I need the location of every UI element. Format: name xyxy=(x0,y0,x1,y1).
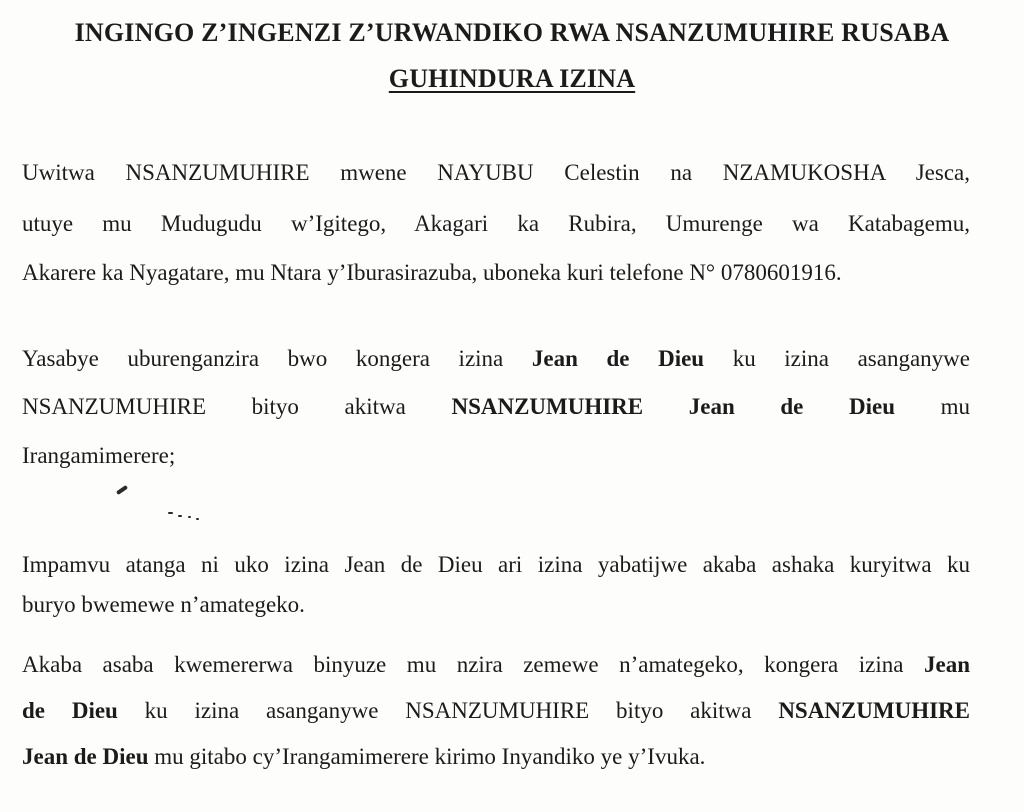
p4-l3-text: mu gitabo cy’Irangamimerere kirimo Inyandiko ye y’Ivuka. xyxy=(148,744,706,769)
document-title-underlined: GUHINDURA IZINA xyxy=(388,64,636,93)
paragraph1-line3: Akarere ka Nyagatare, mu Ntara y’Iburasirazuba, uboneka kuri telefone N° 0780601916. xyxy=(22,260,842,285)
paragraph4-line2 xyxy=(22,698,970,724)
p2-l1-text: Yasabye uburenganzira bwo kongera izina xyxy=(22,346,532,371)
paragraph2-line2 xyxy=(22,394,970,420)
p4-l1-text: Akaba asaba kwemererwa binyuze mu nzira zemewe n’amategeko, kongera izina xyxy=(22,652,924,677)
paragraph2-line1 xyxy=(22,346,970,372)
document-title-line1: INGINGO Z’INGENZI Z’URWANDIKO RWA NSANZUMUHIRE RUSABA xyxy=(74,18,950,47)
paragraph1-line2: utuye mu Mudugudu w’Igitego, Akagari ka Rubira, Umurenge wa Katabagemu, xyxy=(22,211,970,236)
scan-mark xyxy=(178,515,182,517)
document-title-line2 xyxy=(0,64,1024,94)
scan-mark xyxy=(168,512,173,514)
paragraph3-line2: buryo bwemewe n’amategeko. xyxy=(22,592,305,617)
p4-l1-bold: Jean xyxy=(924,652,970,677)
p2-l2-bold-fullname: NSANZUMUHIRE Jean de Dieu xyxy=(451,394,895,419)
paragraph4-line1 xyxy=(22,652,970,678)
scan-mark xyxy=(188,516,191,518)
p4-l3-bold: Jean de Dieu xyxy=(22,744,149,769)
scan-mark xyxy=(116,485,128,495)
paragraph2-line3: Irangamimerere; xyxy=(22,443,176,468)
p4-l2-bold-start: de Dieu xyxy=(22,698,118,723)
p4-l2-bold-end: NSANZUMUHIRE xyxy=(778,698,970,723)
paragraph3-line1: Impamvu atanga ni uko izina Jean de Dieu ari izina yabatijwe akaba ashaka kuryitwa ku xyxy=(22,552,970,577)
p2-l1-text-end: ku izina asanganywe xyxy=(704,346,970,371)
paragraph4-line3 xyxy=(22,744,970,770)
scan-mark xyxy=(196,518,199,520)
paragraph1-line1: Uwitwa NSANZUMUHIRE mwene NAYUBU Celestin na NZAMUKOSHA Jesca, xyxy=(22,160,970,185)
p2-l1-bold-name: Jean de Dieu xyxy=(531,346,705,371)
p2-l2-text: NSANZUMUHIRE bityo akitwa xyxy=(22,394,452,419)
p2-l2-text-end: mu xyxy=(895,394,971,419)
p4-l2-text: ku izina asanganywe NSANZUMUHIRE bityo akitwa xyxy=(117,698,779,723)
